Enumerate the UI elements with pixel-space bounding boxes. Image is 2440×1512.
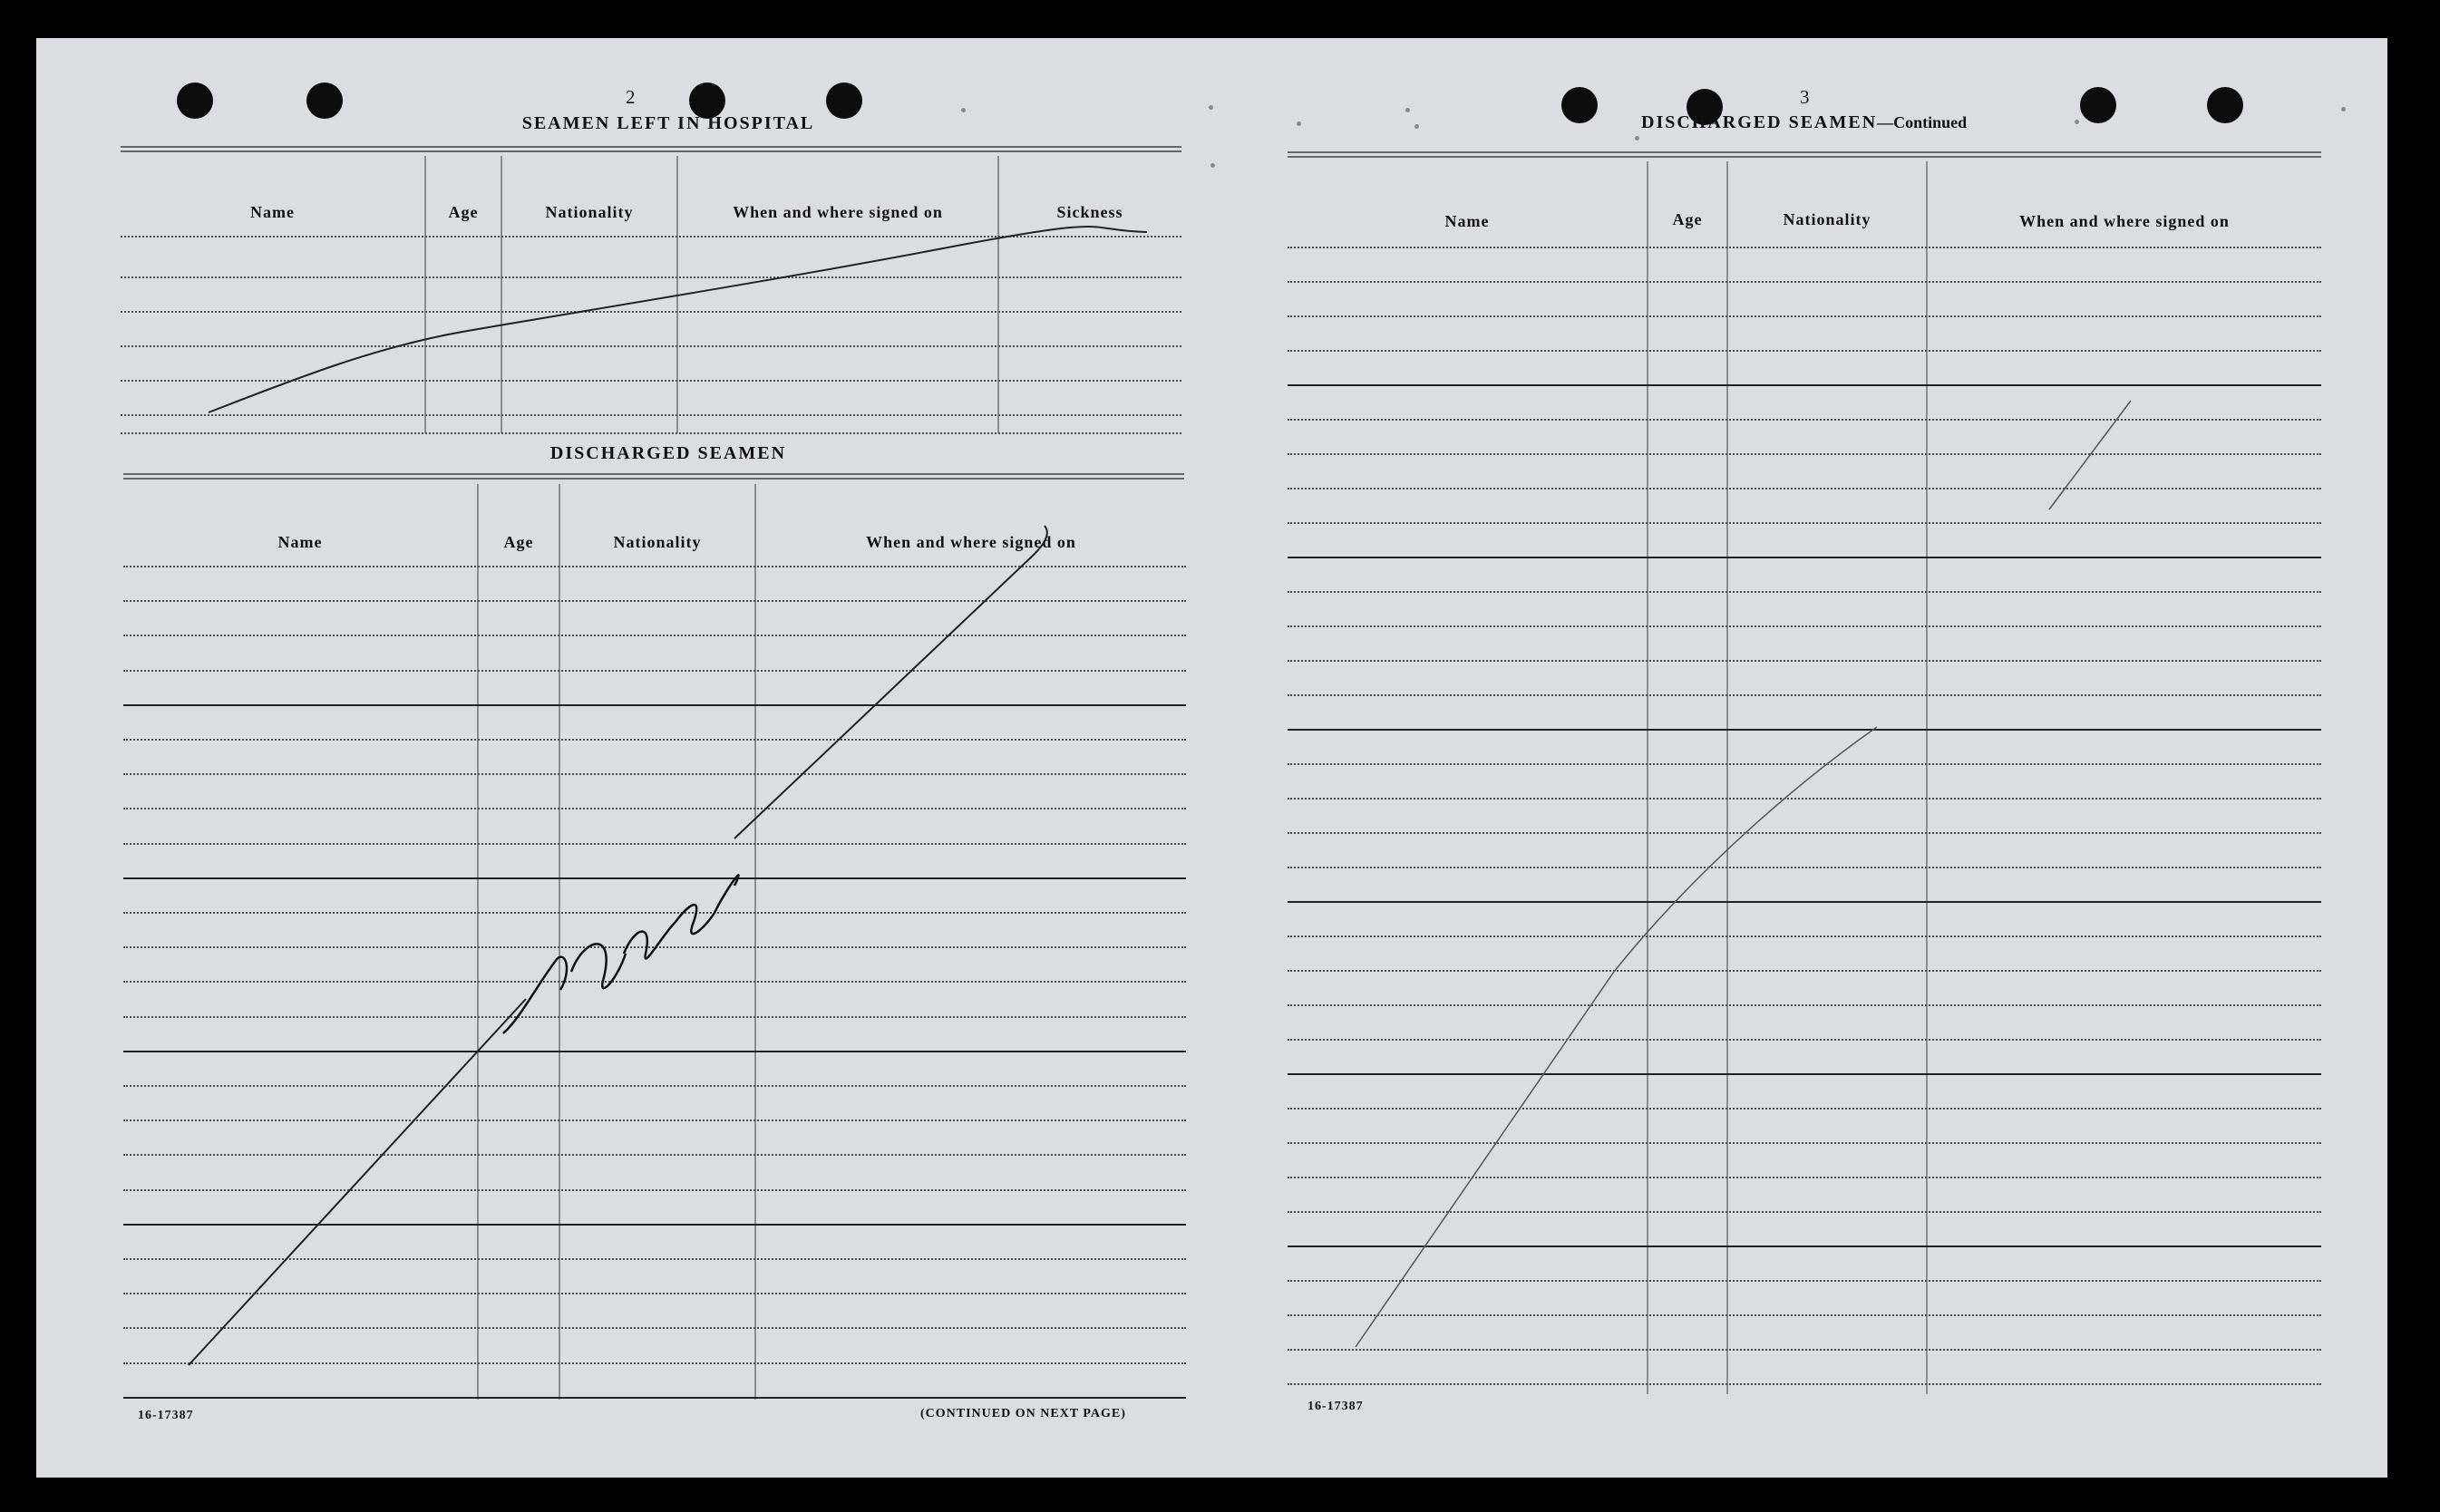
table-rule [1288, 901, 2321, 903]
table-rule [1288, 1004, 2321, 1006]
table-rule [1288, 1177, 2321, 1178]
page-number: 3 [1800, 86, 1810, 108]
section-title-suffix: —Continued [1877, 113, 1968, 131]
table-rule [123, 1016, 1186, 1018]
column-header-signed-on: When and where signed on [866, 533, 1076, 551]
form-number: 16-17387 [138, 1409, 194, 1422]
table-rule [1288, 315, 2321, 317]
table-rule [1288, 488, 2321, 489]
table-rule [1288, 419, 2321, 421]
table-rule [123, 1119, 1186, 1121]
section-title-discharged: DISCHARGED SEAMEN [549, 443, 787, 463]
table-rule [1288, 384, 2321, 386]
column-divider [997, 156, 999, 433]
table-rule [1288, 557, 2321, 558]
paper-speck [1635, 136, 1639, 141]
column-header-signed-on: When and where signed on [2019, 212, 2230, 230]
table-rule [1288, 1314, 2321, 1316]
column-divider [501, 156, 502, 433]
scanned-ledger-sheet [36, 38, 2387, 1478]
paper-speck [1414, 124, 1419, 129]
table-rule [1288, 1108, 2321, 1110]
column-divider [1647, 161, 1648, 1394]
double-rule [123, 473, 1184, 480]
column-header-name: Name [250, 203, 295, 221]
table-rule [1288, 1280, 2321, 1282]
table-rule [1288, 1245, 2321, 1247]
column-header-name: Name [277, 533, 323, 551]
column-divider [477, 484, 479, 1400]
table-rule [1288, 591, 2321, 593]
table-rule [121, 414, 1181, 416]
section-title-discharged-continued [1641, 112, 1967, 133]
paper-speck [1405, 108, 1410, 112]
column-header-nationality: Nationality [545, 203, 634, 221]
table-rule [1288, 1142, 2321, 1144]
table-rule [123, 739, 1186, 741]
double-rule [121, 146, 1181, 152]
table-rule [123, 1085, 1186, 1087]
punch-hole [2207, 87, 2243, 123]
table-rule [1288, 625, 2321, 627]
table-rule [1288, 832, 2321, 834]
table-rule [121, 380, 1181, 382]
table-rule [123, 1258, 1186, 1260]
table-rule [1288, 1383, 2321, 1385]
paper-speck [1297, 121, 1301, 126]
table-rule [123, 566, 1186, 567]
punch-hole [1561, 87, 1598, 123]
table-rule [123, 808, 1186, 809]
column-divider [1926, 161, 1928, 1394]
double-rule [1288, 151, 2321, 158]
table-rule [123, 670, 1186, 672]
column-divider [676, 156, 678, 433]
discharged-table [123, 484, 1186, 1445]
section-title-text: DISCHARGED SEAMEN [1641, 112, 1878, 132]
table-rule [1288, 798, 2321, 800]
table-rule [1288, 867, 2321, 868]
table-rule [1288, 350, 2321, 352]
table-rule [1288, 970, 2321, 972]
column-divider [559, 484, 560, 1400]
table-rule [121, 311, 1181, 313]
punch-hole [2080, 87, 2116, 123]
table-rule [1288, 1211, 2321, 1213]
table-rule [123, 600, 1186, 602]
table-rule [123, 1189, 1186, 1191]
table-rule [121, 276, 1181, 278]
punch-hole [177, 82, 213, 119]
table-rule [1288, 729, 2321, 731]
column-header-nationality: Nationality [1783, 210, 1871, 228]
table-rule [123, 1154, 1186, 1156]
table-rule [123, 1051, 1186, 1052]
paper-speck [1209, 105, 1213, 110]
paper-speck [2341, 107, 2346, 111]
punch-hole [306, 82, 343, 119]
column-header-signed-on: When and where signed on [733, 203, 943, 221]
table-rule [123, 912, 1186, 914]
column-header-age: Age [448, 203, 479, 221]
discharged-continued-table [1288, 161, 2321, 1439]
table-rule [123, 704, 1186, 706]
paper-speck [2075, 120, 2079, 124]
table-rule [1288, 935, 2321, 937]
column-header-sickness: Sickness [1056, 203, 1123, 221]
table-rule [1288, 522, 2321, 524]
hospital-table [121, 156, 1181, 446]
column-header-name: Name [1444, 212, 1490, 230]
table-rule [1288, 763, 2321, 765]
table-rule [123, 635, 1186, 636]
continued-note: (CONTINUED ON NEXT PAGE) [920, 1407, 1126, 1420]
table-rule [123, 946, 1186, 948]
section-title-hospital: SEAMEN LEFT IN HOSPITAL [521, 113, 815, 133]
table-rule [123, 981, 1186, 983]
table-rule [121, 345, 1181, 347]
table-rule [123, 1224, 1186, 1226]
table-rule [121, 236, 1181, 237]
table-rule [1288, 660, 2321, 662]
table-rule [1288, 1073, 2321, 1075]
column-header-nationality: Nationality [613, 533, 702, 551]
column-header-age: Age [503, 533, 534, 551]
table-rule [1288, 1349, 2321, 1351]
page-number: 2 [626, 86, 636, 108]
table-rule [123, 1397, 1186, 1399]
column-divider [754, 484, 756, 1400]
table-rule [123, 1293, 1186, 1294]
table-rule [1288, 247, 2321, 248]
table-rule [123, 843, 1186, 845]
form-number: 16-17387 [1307, 1400, 1364, 1413]
table-rule [1288, 1039, 2321, 1041]
table-rule [1288, 453, 2321, 455]
paper-speck [1210, 163, 1215, 168]
table-rule [121, 432, 1181, 434]
table-rule [123, 1327, 1186, 1329]
column-divider [1726, 161, 1728, 1394]
table-rule [1288, 694, 2321, 696]
table-rule [1288, 281, 2321, 283]
paper-speck [961, 108, 966, 112]
table-rule [123, 773, 1186, 775]
table-rule [123, 877, 1186, 879]
table-rule [123, 1362, 1186, 1364]
column-divider [424, 156, 426, 433]
column-header-age: Age [1672, 210, 1703, 228]
